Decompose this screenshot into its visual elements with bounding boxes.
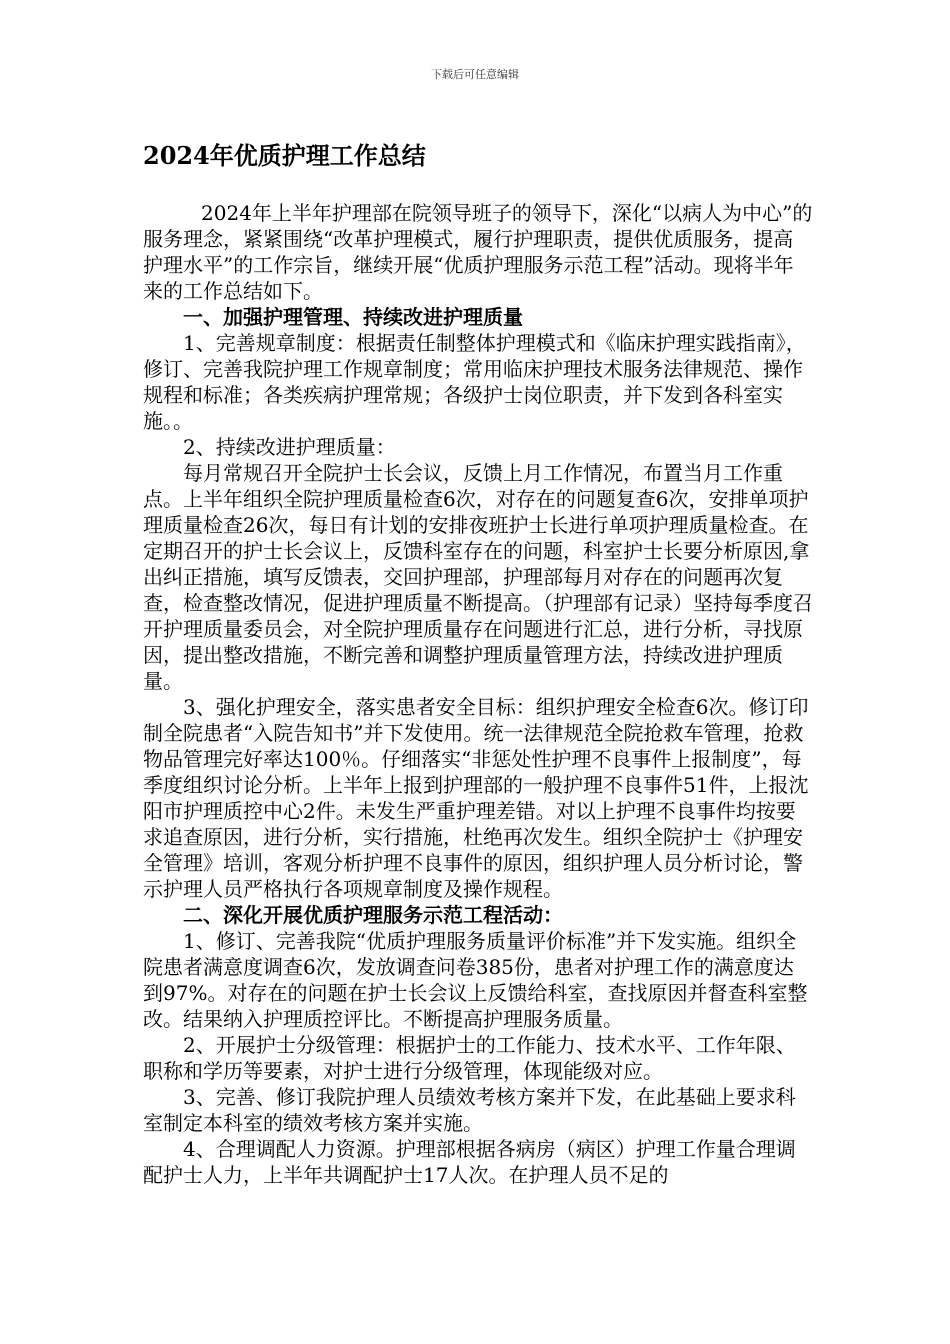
intro-paragraph: 2024年上半年护理部在院领导班子的领导下，深化“以病人为中心”的服务理念，紧紧围绕“改革护理模式，履行护理职责，提供优质服务，提高护理水平”的工作宗旨，继续开展“优质护理服务示范工程”活动。现将半年来的工作总结如下。 (143, 201, 813, 303)
body-paragraph: 1、修订、完善我院“优质护理服务质量评价标准”并下发实施。组织全院患者满意度调查6次，发放调查问卷385份，患者对护理工作的满意度达到97%。对存在的问题在护士长会议上反馈给科室，查找原因并督查科室整改。结果纳入护理质控评比。不断提高护理服务质量。 (143, 929, 808, 1031)
document-title: 2024年优质护理工作总结 (143, 141, 426, 170)
body-paragraph: 2、持续改进护理质量： (183, 435, 396, 459)
body-paragraph: 4、合理调配人力资源。护理部根据各病房（病区）护理工作量合理调配护士人力，上半年共调配护士17人次。在护理人员不足的 (143, 1137, 796, 1187)
body-paragraph: 3、强化护理安全，落实患者安全目标：组织护理安全检查6次。修订印制全院患者“入院告知书”并下发使用。统一法律规范全院抢救车管理，抢救物品管理完好率达100％。仔细落实“非惩处性护理不良事件上报制度”，每季度组织讨论分析。上半年上报到护理部的一般护理不良事件51件，上报沈阳市护理质控中心2件。未发生严重护理差错。对以上护理不良事件均按要求追查原因，进行分析，实行措施，杜绝再次发生。组织全院护士《护理安全管理》培训，客观分析护理不良事件的原因，组织护理人员分析讨论，警示护理人员严格执行各项规章制度及操作规程。 (143, 695, 809, 901)
document-body (143, 200, 813, 1188)
body-paragraph: 2、开展护士分级管理：根据护士的工作能力、技术水平、工作年限、职称和学历等要素，对护士进行分级管理，体现能级对应。 (143, 1033, 796, 1083)
body-paragraph: 1、完善规章制度：根据责任制整体护理模式和《临床护理实践指南》，修订、完善我院护理工作规章制度；常用临床护理技术服务法律规范、操作规程和标准；各类疾病护理常规；各级护士岗位职责，并下发到各科室实施。。 (143, 331, 806, 433)
page-header-note: 下载后可任意编辑 (431, 68, 519, 81)
body-paragraph: 每月常规召开全院护士长会议，反馈上月工作情况，布置当月工作重点。上半年组织全院护理质量检查6次，对存在的问题复查6次，安排单项护理质量检查26次，每日有计划的安排夜班护士长进行单项护理质量检查。在定期召开的护士长会议上，反馈科室存在的问题，科室护士长要分析原因,拿出纠正措施，填写反馈表，交回护理部，护理部每月对存在的问题再次复查，检查整改情况，促进护理质量不断提高。（护理部有记录）坚持每季度召开护理质量委员会，对全院护理质量存在问题进行汇总，进行分析，寻找原因，提出整改措施，不断完善和调整护理质量管理方法，持续改进护理质量。 (143, 461, 813, 693)
body-paragraph: 3、完善、修订我院护理人员绩效考核方案并下发，在此基础上要求科室制定本科室的绩效考核方案并实施。 (143, 1085, 796, 1135)
section-heading-2: 二、深化开展优质护理服务示范工程活动： (183, 903, 563, 927)
section-heading-1: 一、加强护理管理、持续改进护理质量 (183, 305, 523, 329)
